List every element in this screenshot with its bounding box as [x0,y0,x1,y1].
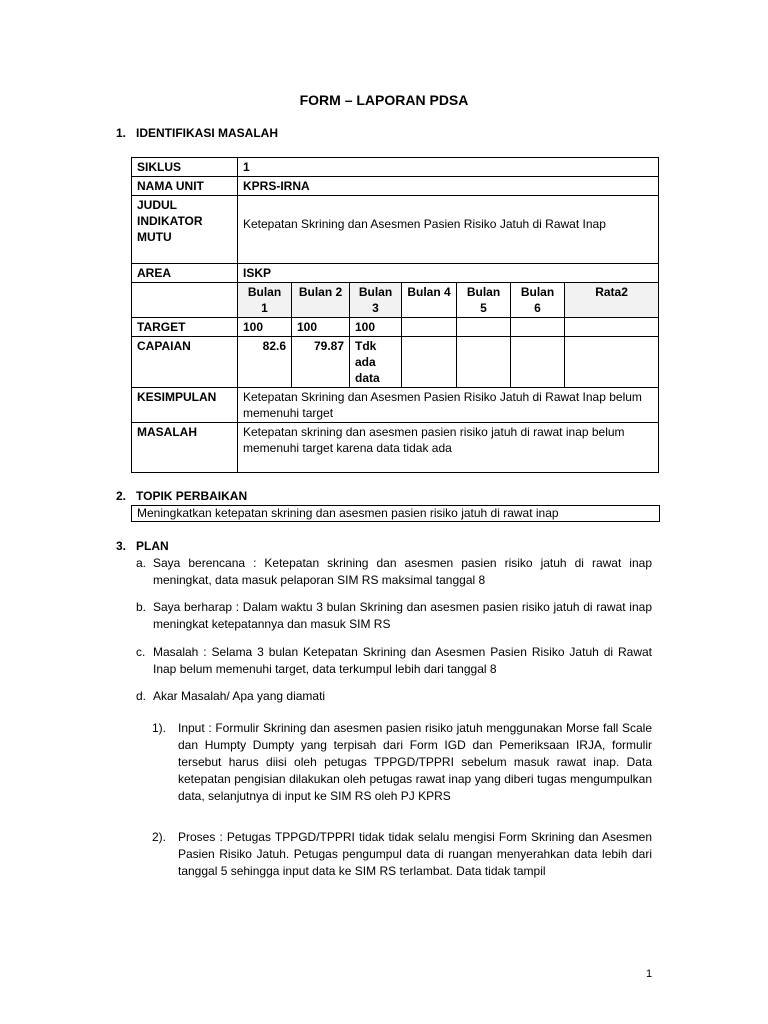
target-cell: 100 [350,318,402,337]
target-cell: 100 [238,318,292,337]
plan-item-b [136,599,652,633]
rata2-header: Rata2 [565,283,659,318]
plan-item-text: Saya berencana : Ketepatan skrining dan asesmen pasien risiko jatuh di rawat inap meningkat, data masuk pelaporan SIM RS maksimal tanggal 8 [153,556,652,587]
siklus-label: SIKLUS [132,158,238,177]
siklus-value: 1 [238,158,659,177]
list-marker: d. [136,689,147,703]
kesimpulan-value: Ketepatan Skrining dan Asesmen Pasien Risiko Jatuh di Rawat Inap belum memenuhi target [238,388,659,423]
plan-item-c [136,644,652,678]
list-marker: 2). [152,830,167,844]
list-marker: c. [136,645,146,659]
identifikasi-table [131,157,659,473]
judul-label: JUDUL INDIKATOR MUTU [132,196,238,264]
plan-item-text: Akar Masalah/ Apa yang diamati [153,689,326,703]
table-row [132,196,659,264]
month-header: Bulan 3 [350,283,402,318]
section-identifikasi-heading [116,126,278,140]
plan-item-d [136,688,652,705]
target-cell: 100 [292,318,350,337]
plan-item-text: Saya berharap : Dalam waktu 3 bulan Skrining dan asesmen pasien risiko jatuh di rawat inap meningkat ketepatannya dan masuk SIM RS [153,600,652,631]
table-row [132,177,659,196]
kesimpulan-label: KESIMPULAN [132,388,238,423]
list-marker: b. [136,600,147,614]
nama-unit-value: KPRS-IRNA [238,177,659,196]
capaian-cell [402,337,457,388]
section-topik-heading [116,489,247,503]
month-header-row [132,283,659,318]
target-cell [565,318,659,337]
section-number: 3. [116,539,127,553]
capaian-label: CAPAIAN [132,337,238,388]
target-cell [402,318,457,337]
section-label: IDENTIFIKASI MASALAH [136,126,278,140]
section-number: 1. [116,126,127,140]
target-label: TARGET [132,318,238,337]
target-cell [511,318,565,337]
capaian-cell: Tdk ada data [350,337,402,388]
month-header: Bulan 4 [402,283,457,318]
table-row [132,158,659,177]
table-row [132,423,659,473]
plan-item-d1 [152,720,652,805]
list-marker: 1). [152,721,167,735]
section-label: PLAN [136,539,169,553]
plan-item-d2 [152,829,652,880]
month-header: Bulan 5 [457,283,511,318]
page-number: 1 [646,968,653,980]
nama-unit-label: NAMA UNIT [132,177,238,196]
area-value: ISKP [238,264,659,283]
capaian-cell: 82.6 [238,337,292,388]
month-header: Bulan 6 [511,283,565,318]
page-title: FORM – LAPORAN PDSA [299,92,469,108]
masalah-label: MASALAH [132,423,238,473]
target-row [132,318,659,337]
topik-perbaikan-box: Meningkatkan ketepatan skrining dan asesmen pasien risiko jatuh di rawat inap [131,505,660,522]
capaian-cell [511,337,565,388]
plan-item-text: Proses : Petugas TPPGD/TPPRI tidak tidak selalu mengisi Form Skrining dan Asesmen Pasien Risiko Jatuh. Petugas pengumpul data di ruangan menyerahkan data lebih dari tanggal 5 sehingga input data ke SIM RS terlambat. Data tidak tampil [178,830,652,878]
masalah-value: Ketepatan skrining dan asesmen pasien risiko jatuh di rawat inap belum memenuhi target karena data tidak ada [238,423,659,473]
section-number: 2. [116,489,127,503]
capaian-row [132,337,659,388]
section-plan-heading [116,539,169,553]
month-header: Bulan 2 [292,283,350,318]
capaian-cell [457,337,511,388]
month-header: Bulan 1 [238,283,292,318]
target-cell [457,318,511,337]
plan-item-a [136,555,652,589]
list-marker: a. [136,556,147,570]
capaian-cell [565,337,659,388]
header-empty-cell [132,283,238,318]
plan-item-text: Masalah : Selama 3 bulan Ketepatan Skrining dan Asesmen Pasien Risiko Jatuh di Rawat Inap belum memenuhi target, data terkumpul lebih dari tanggal 8 [153,645,652,676]
table-row [132,264,659,283]
section-label: TOPIK PERBAIKAN [136,489,248,503]
capaian-cell: 79.87 [292,337,350,388]
area-label: AREA [132,264,238,283]
table-row [132,388,659,423]
plan-item-text: Input : Formulir Skrining dan asesmen pasien risiko jatuh menggunakan Morse fall Scale dan Humpty Dumpty yang terpisah dari Form IGD dan Pemeriksaan IRJA, formulir tersebut harus diisi oleh petugas TPPGD/TPPRI sebelum masuk rawat inap. Data ketepatan pengisian dilakukan oleh petugas rawat inap yang diberi tugas mengumpulkan data, selanjutnya di input ke SIM RS oleh PJ KPRS [178,721,652,803]
judul-value: Ketepatan Skrining dan Asesmen Pasien Risiko Jatuh di Rawat Inap [238,196,659,264]
